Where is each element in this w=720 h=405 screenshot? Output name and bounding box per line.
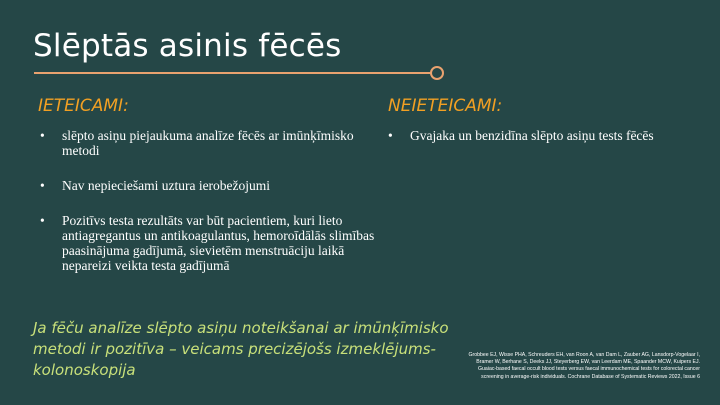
citation-text: Grobbee EJ, Wisse PHA, Schreuders EH, van Roon A, van Dam L, Zauber AG, Lansdorp-Vogelaar I, Bramer W, Berhane S, Deeks JJ, Steyerberg EW, van Leerdam ME, Spaander MCW, Kuipers EJ. Guaiac-based faecal occult blood tests versus faecal immunochemical tests for colorectal cancer screening in average-risk individuals. Cochrane Database of Systematic Reviews 2022, Issue 6: [468, 352, 700, 380]
list-item: [37, 213, 382, 273]
title-underline: [34, 72, 432, 74]
bullet-icon: •: [40, 213, 45, 228]
list-item: [37, 128, 382, 158]
not-recommended-heading: NEIETEICAMI:: [388, 96, 503, 116]
bullet-icon: •: [40, 178, 45, 193]
list-item: [385, 128, 705, 143]
list-item-text: Pozitīvs testa rezultāts var būt pacientiem, kuri lieto antiagregantus un antikoagulantus, hemoroīdālās slimības paasinājuma gadījumā, sievietēm menstruāciju laikā nepareizi veikta testa gadījumā: [62, 213, 375, 273]
recommended-list: [37, 128, 382, 293]
not-recommended-list: [385, 128, 705, 163]
list-item-text: Nav nepieciešami uztura ierobežojumi: [62, 178, 271, 193]
list-item: [37, 178, 382, 193]
list-item-text: slēpto asiņu piejaukuma analīze fēcēs ar imūnķīmisko metodi: [62, 128, 354, 158]
recommended-heading: IETEICAMI:: [38, 96, 129, 116]
underline-circle-icon: [430, 66, 444, 80]
bullet-icon: •: [40, 128, 45, 143]
list-item-text: Gvajaka un benzidīna slēpto asiņu tests fēcēs: [410, 128, 654, 143]
slide-title: Slēptās asinis fēcēs: [33, 28, 342, 64]
conclusion-text: Ja fēču analīze slēpto asiņu noteikšanai ar imūnķīmisko metodi ir pozitīva – veicams precizējošs izmeklējums- kolonoskopija: [33, 319, 449, 379]
bullet-icon: •: [388, 128, 393, 143]
